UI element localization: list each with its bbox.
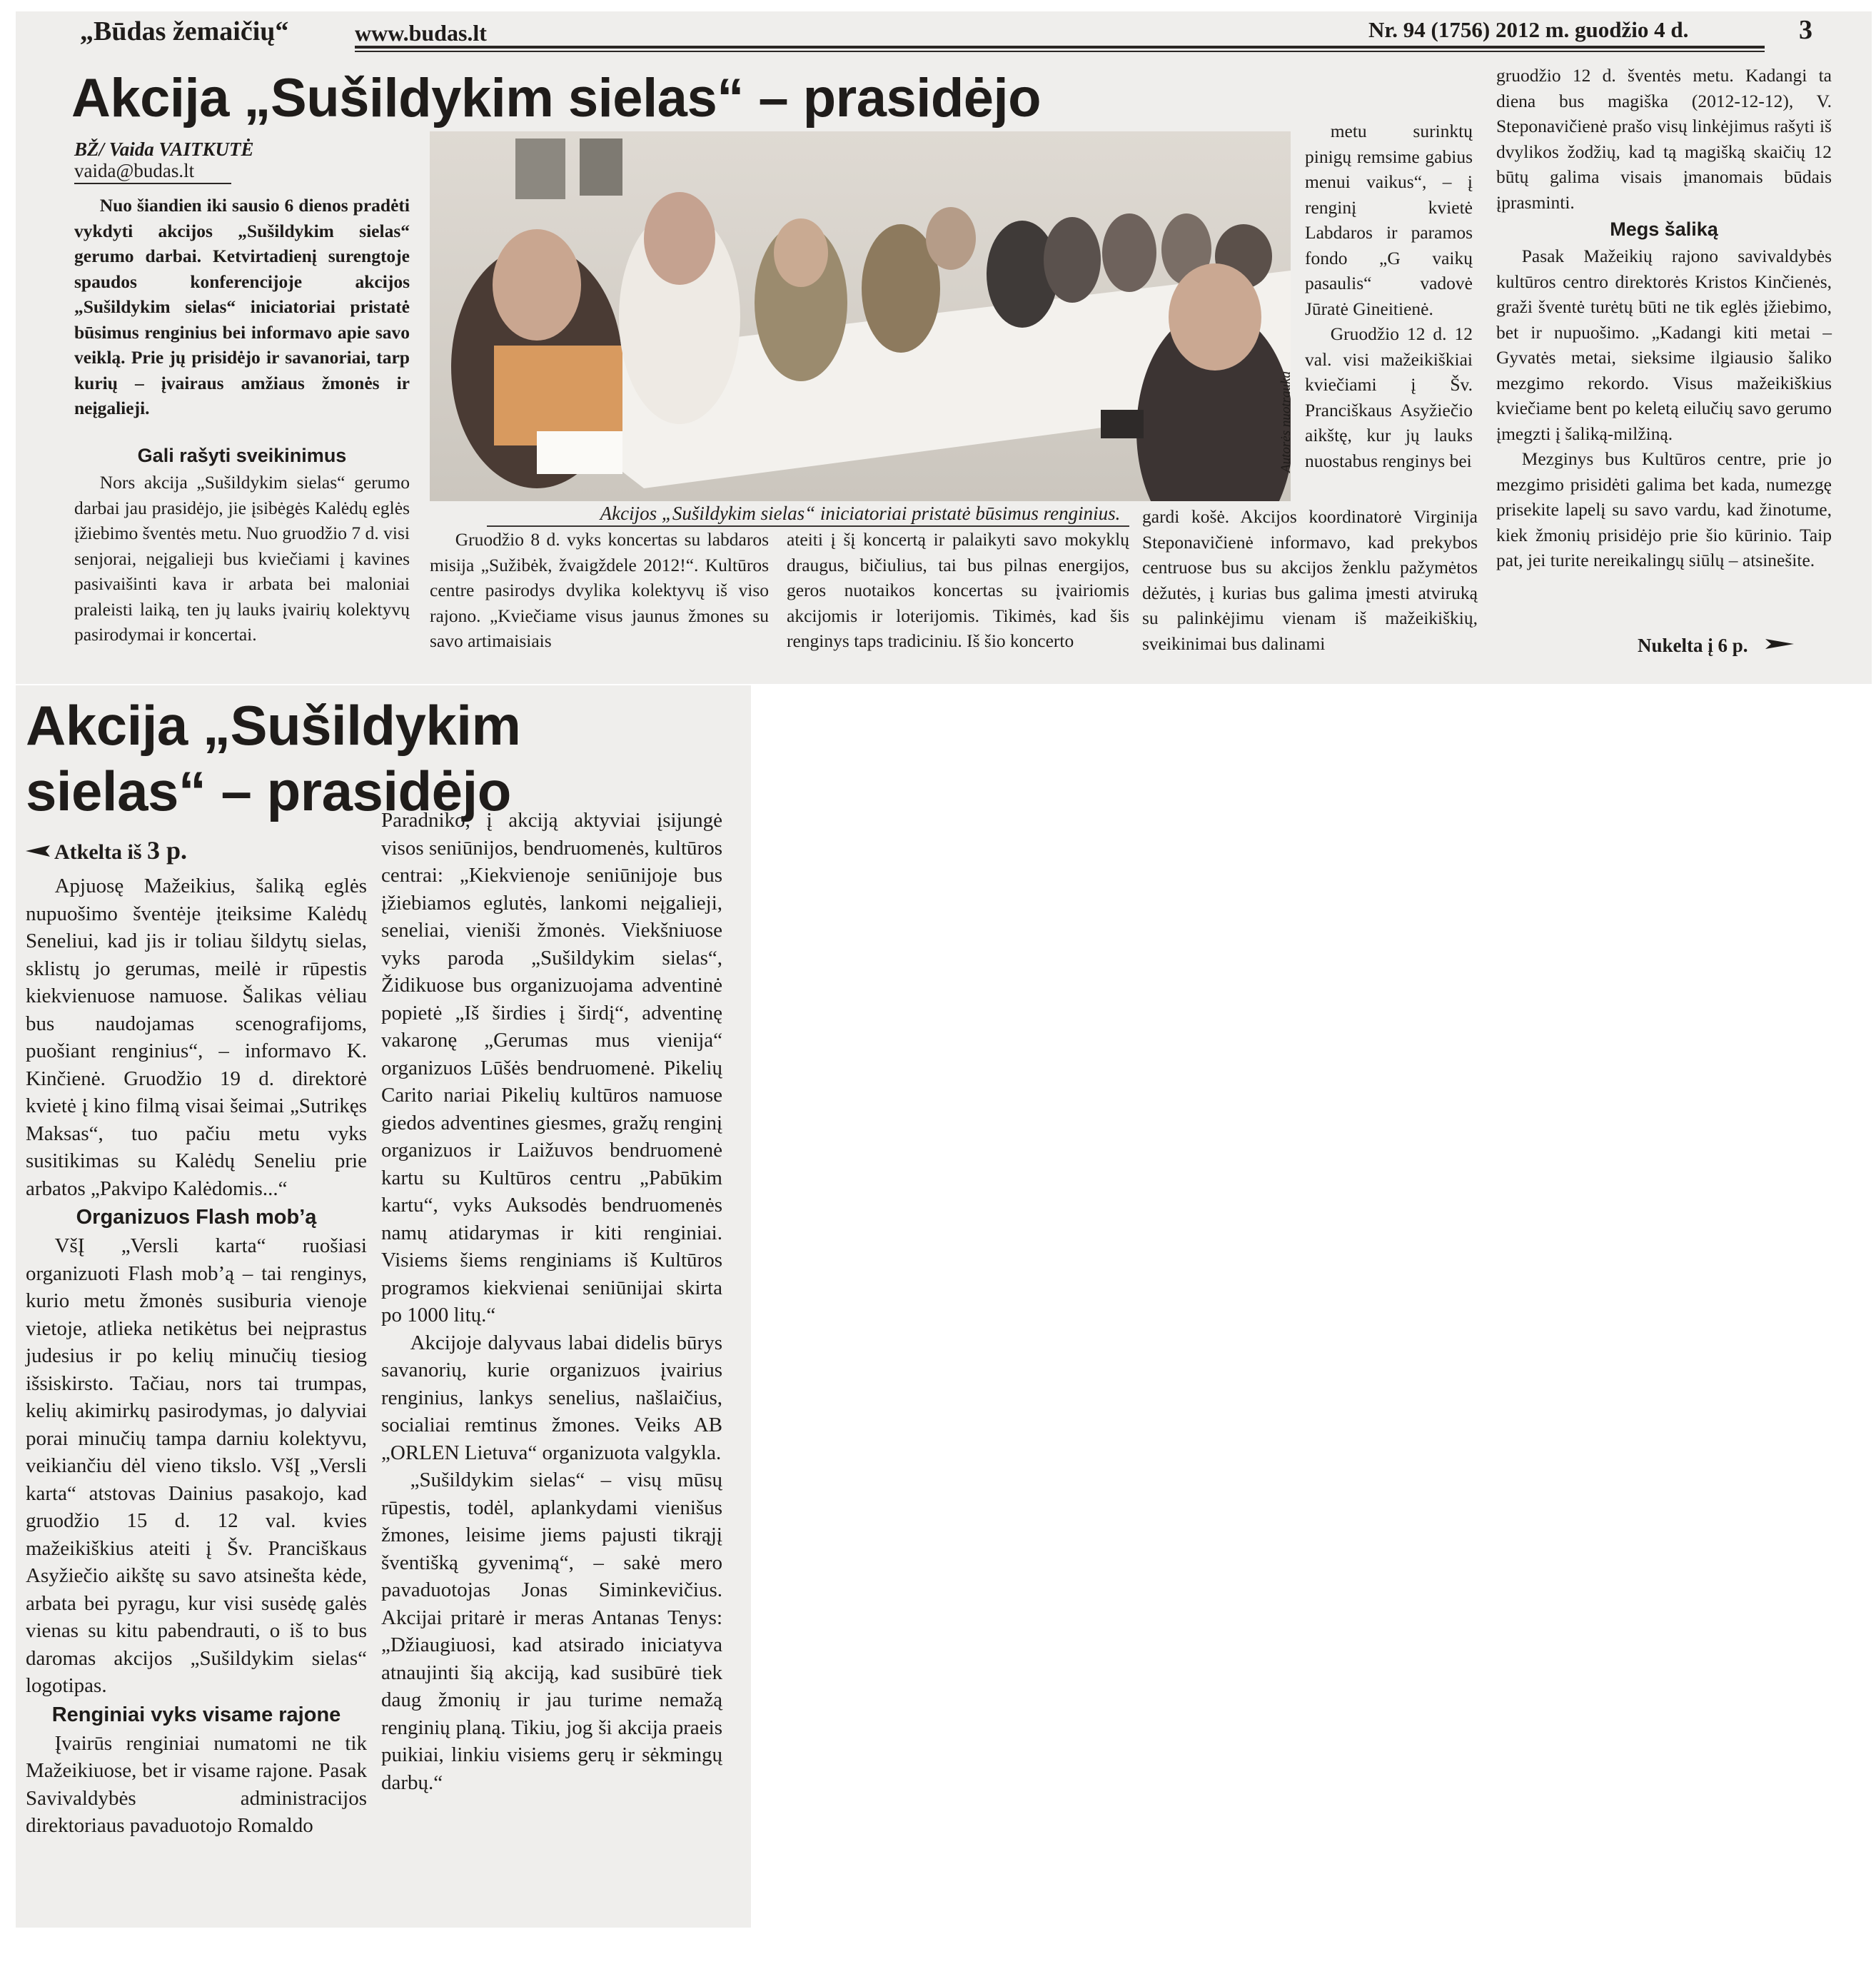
page2-column-2-text-2: Akcijoje dalyvaus labai didelis būrys savanorių, kurie organizuos įvairius renginius, lankys senelius, našlaičius, socialiai remtinus žmones. Veiks AB „ORLEN Lietuva“ organizuota valgykla. [381,1331,722,1464]
subheading-events: Renginiai vyks visame rajone [51,1703,341,1726]
column-4-bottom-text: gardi košė. Akcijos koordinatorė Virginija Steponavičienė informavo, kad prekybos centruose bus su akcijos ženklu pažymėtos dėžutės, į kurias bus galima įmesti atviruką su palinkėjimu vienam iš mažeikiškių, sveikinimai bus dalinami [1142,506,1478,654]
continued-from-prefix: Atkelta iš [54,840,142,864]
page2-column-2-text-3: „Sušildykim sielas“ – visų mūsų rūpestis, todėl, aplankydami vienišus žmones, leisime jiems pajusti tikrąjį šventišką gyvenimą“, – sakė mero pavaduotojas Jonas Siminkevičius. Akcijai pritarė ir meras Antanas Tenys: „Džiaugiuosi, kad atsirado iniciatyva atnaujinti šią akciją, kad susibūrė tiek daug žmonių ir jau turime nemažą renginių planą. Tikiu, jog ši akcija praeis puikiai, linkiu visiems gerų ir sėkmingų darbų.“ [381,1469,722,1794]
column-1-text: Nors akcija „Sušildykim sielas“ gerumo darbai jau prasidėjo, jie įsibėgės Kalėdų eglės įžiebimo šventės metu. Nuo gruodžio 7 d. visi senjorai, neįgalieji bus kviečiami į kavines pasivaišinti kava ir arbata bei maloniai praleisti laiką, ten jų lauks įvairių kolektyvų pasirodymai ir koncertai. [74,472,410,645]
column-2-text: Gruodžio 8 d. vyks koncertas su labdaros misija „Sužibėk, žvaigždele 2012!“. Kultūros centre pasirodys dvylika kolektyvų iš viso rajono. „Kviečiame visus jaunus žmones su savo artimaisiais [430,529,769,651]
issue-info: Nr. 94 (1756) 2012 m. guodžio 4 d. [1368,17,1689,42]
column-5 [1496,63,1832,573]
photo-image [430,131,1291,501]
header-rule-thin [355,51,1765,52]
website-link[interactable]: www.budas.lt [355,20,487,46]
continued-text: Nukelta į 6 p. [1638,635,1748,656]
column-4-bottom [1142,504,1478,656]
headline-line-1: Akcija „Sušildykim [26,694,521,757]
press-conference-photo [430,131,1291,501]
byline: BŽ/ Vaida VAITKUTĖ [74,139,254,160]
arrow-left-icon [26,839,50,866]
column-4-top [1305,119,1473,321]
column-1 [74,441,410,648]
subheading-flash-mob: Organizuos Flash mob’ą [76,1206,317,1229]
lead-paragraph [74,193,410,421]
column-4-middle-text: Gruodžio 12 d. 12 val. visi mažeikiškiai kviečiami į Šv. Pranciškaus Asyžiečio aikštę, kur jų lauks nuostabus renginys bei [1305,323,1473,471]
page2-column-2-text-1: Paradniko, į akciją aktyviai įsijungė visos seniūnijos, bendruomenės, kultūros centrai: „Kiekvienoje seniūnijoje bus įžiebiamos eglutės, lankomi neįgalieji, seneliai, vieniši žmonės. Viekšniuose vyks paroda „Sušildykim sielas“, Židikuose bus organizuojama adventinė popietė „Iš širdies į širdį“, adventinę vakaronę „Gerumas mus vienija“ organizuos Lūšės bendruomenė. Pikelių Carito nariai Pikelių kultūros namuose giedos adventines giesmes, gražų renginį organizuos ir Laižuvos bendruomenė kartu su Kultūros centru „Pabūkim kartu“, vyks Auksodės bendruomenės namų atidarymas ir kiti renginiai. Visiems šiems renginiams iš Kultūros programos kiekvienai seniūnijai skirta po 1000 litų.“ [381,809,722,1326]
headline: Akcija „Sušildykim sielas“ – prasidėjo [71,68,1042,129]
author-email[interactable]: vaida@budas.lt [74,158,231,184]
lead-text: Nuo šiandien iki sausio 6 dienos pradėti vykdyti akcijos „Sušildykim sielas“ gerumo darbai. Ketvirtadienį surengtoje spaudos konferencijoje akcijos „Sušildykim sielas“ iniciatoriai pristatė būsimus renginius bei informavo apie savo veiklą. Prie jų prisidėjo ir savanoriai, tarp kurių – įvairaus amžiaus žmonės ir neįgalieji. [74,195,410,418]
column-4-middle [1305,321,1473,473]
newspaper-clipping-page-3 [16,11,1872,684]
photo-credit: Autorės nuotrauka [1279,371,1293,473]
subheading-greetings: Gali rašyti sveikinimus [137,445,347,466]
page2-column-1-text-3: Įvairūs renginiai numatomi ne tik Mažeikiuose, bet ir visame rajone. Pasak Savivaldybės administracijos direktoriaus pavaduotojo Romaldo [26,1731,367,1837]
page2-column-2 [381,807,722,1796]
continued-link[interactable] [1638,633,1794,658]
continued-from-link[interactable] [26,837,187,866]
photo-caption: Akcijos „Sušildykim sielas“ iniciatoriai pristatė būsimus renginius. [600,503,1121,524]
column-4-top-text: metu surinktų pinigų remsime gabius menui vaikus“, – į renginį kvietė Labdaros ir paramos fondo „G vaikų pasaulis“ vadovė Jūratė Gineitienė. [1305,121,1473,319]
column-5-text-1: gruodžio 12 d. šventės metu. Kadangi ta diena bus magiška (2012-12-12), V. Steponavičienė prašo visų linkėjimus rašyti iš dvylikos žodžių, kad tą magišką skaičių 12 būtų galima visais įmanomais būdais įprasminti. [1496,65,1832,213]
column-5-text-2: Pasak Mažeikių rajono savivaldybės kultūros centro direktorės Kristos Kinčienės, graži šventė turėtų būti ne tik eglės įžiebimo, bet ir nupuošimo. „Kadangi kiti metai – Gyvatės metai, sieksime ilgiausio šaliko mezgimo rekordo. Visus mažeikiškius kviečiame bent po keletą eilučių savo gerumo įmegzti į šaliką-milžiną. [1496,246,1832,444]
column-3-text: ateiti į šį koncertą ir palaikyti savo mokyklų draugus, bičiulius, tai bus pilnas energijos, geros nuotaikos koncertas su įvairiomis akcijomis ir loterijomis. Tikimės, kad šis renginys taps tradiciniu. Iš šio koncerto [787,529,1129,651]
newspaper-clipping-page-6 [16,685,751,1928]
header-rule [355,46,1765,49]
continued-from-page: 3 p. [147,836,188,865]
subheading-scarf: Megs šaliką [1610,218,1718,240]
page-number: 3 [1799,15,1812,45]
photo-credit-box [1275,353,1296,495]
page2-column-1 [26,872,367,1840]
arrow-right-icon [1765,633,1794,658]
column-2 [430,527,769,654]
page2-column-1-text-1: Apjuosę Mažeikius, šaliką eglės nupuošimo šventėje įteiksime Kalėdų Seneliui, kad jis ir toliau šildytų sielas, sklistų jo gerumas, meilė ir rūpestis kiekvienuose namuose. Šalikas vėliau bus naudojamas scenografijoms, puošiant renginius“, – informavo K. Kinčienė. Gruodžio 19 d. direktorė kvietė į kino filmą visai šeimai „Sutrikęs Maksas“, tuo pačiu metu vyks susitikimas su Kalėdų Seneliu prie arbatos „Pakvipo Kalėdomis...“ [26,875,367,1200]
newspaper-name: „Būdas žemaičių“ [80,16,289,46]
column-5-text-3: Mezginys bus Kultūros centre, prie jo mezgimo prisidėti galima bet kada, numezgę prisekite lapelį su savo vardu, kad žinotume, kiek žmonių prisidėjo prie šio kūrinio. Taip pat, jei turite nereikalingų siūlų – atsinešite. [1496,448,1832,570]
headline-line-2: sielas“ – prasidėjo [26,760,511,822]
column-3 [787,527,1129,654]
page2-column-1-text-2: VšĮ „Versli karta“ ruošiasi organizuoti Flash mob’ą – tai renginys, kurio metu žmonės susiburia vienoje vietoje, atlieka netikėtus bei neįprastus judesius ir po kelių minučių tiesiog išsiskirsto. Tačiau, nors tai trumpas, kelių akimirkų pasirodymas, jo dalyviai porai minučių tampa darniu kolektyvu, veikiančiu dėl vieno tikslo. VšĮ „Versli karta“ atstovas Dainius pasakojo, kad gruodžio 15 d. 12 val. kvies mažeikiškius ateiti į Šv. Pranciškaus Asyžiečio aikštę su savo atsinešta kėde, arbata bei pyragu, kur visi susėdę galės vienas su kitu pabendrauti, o iš to bus daromas akcijos „Sušildykim sielas“ logotipas. [26,1234,367,1697]
